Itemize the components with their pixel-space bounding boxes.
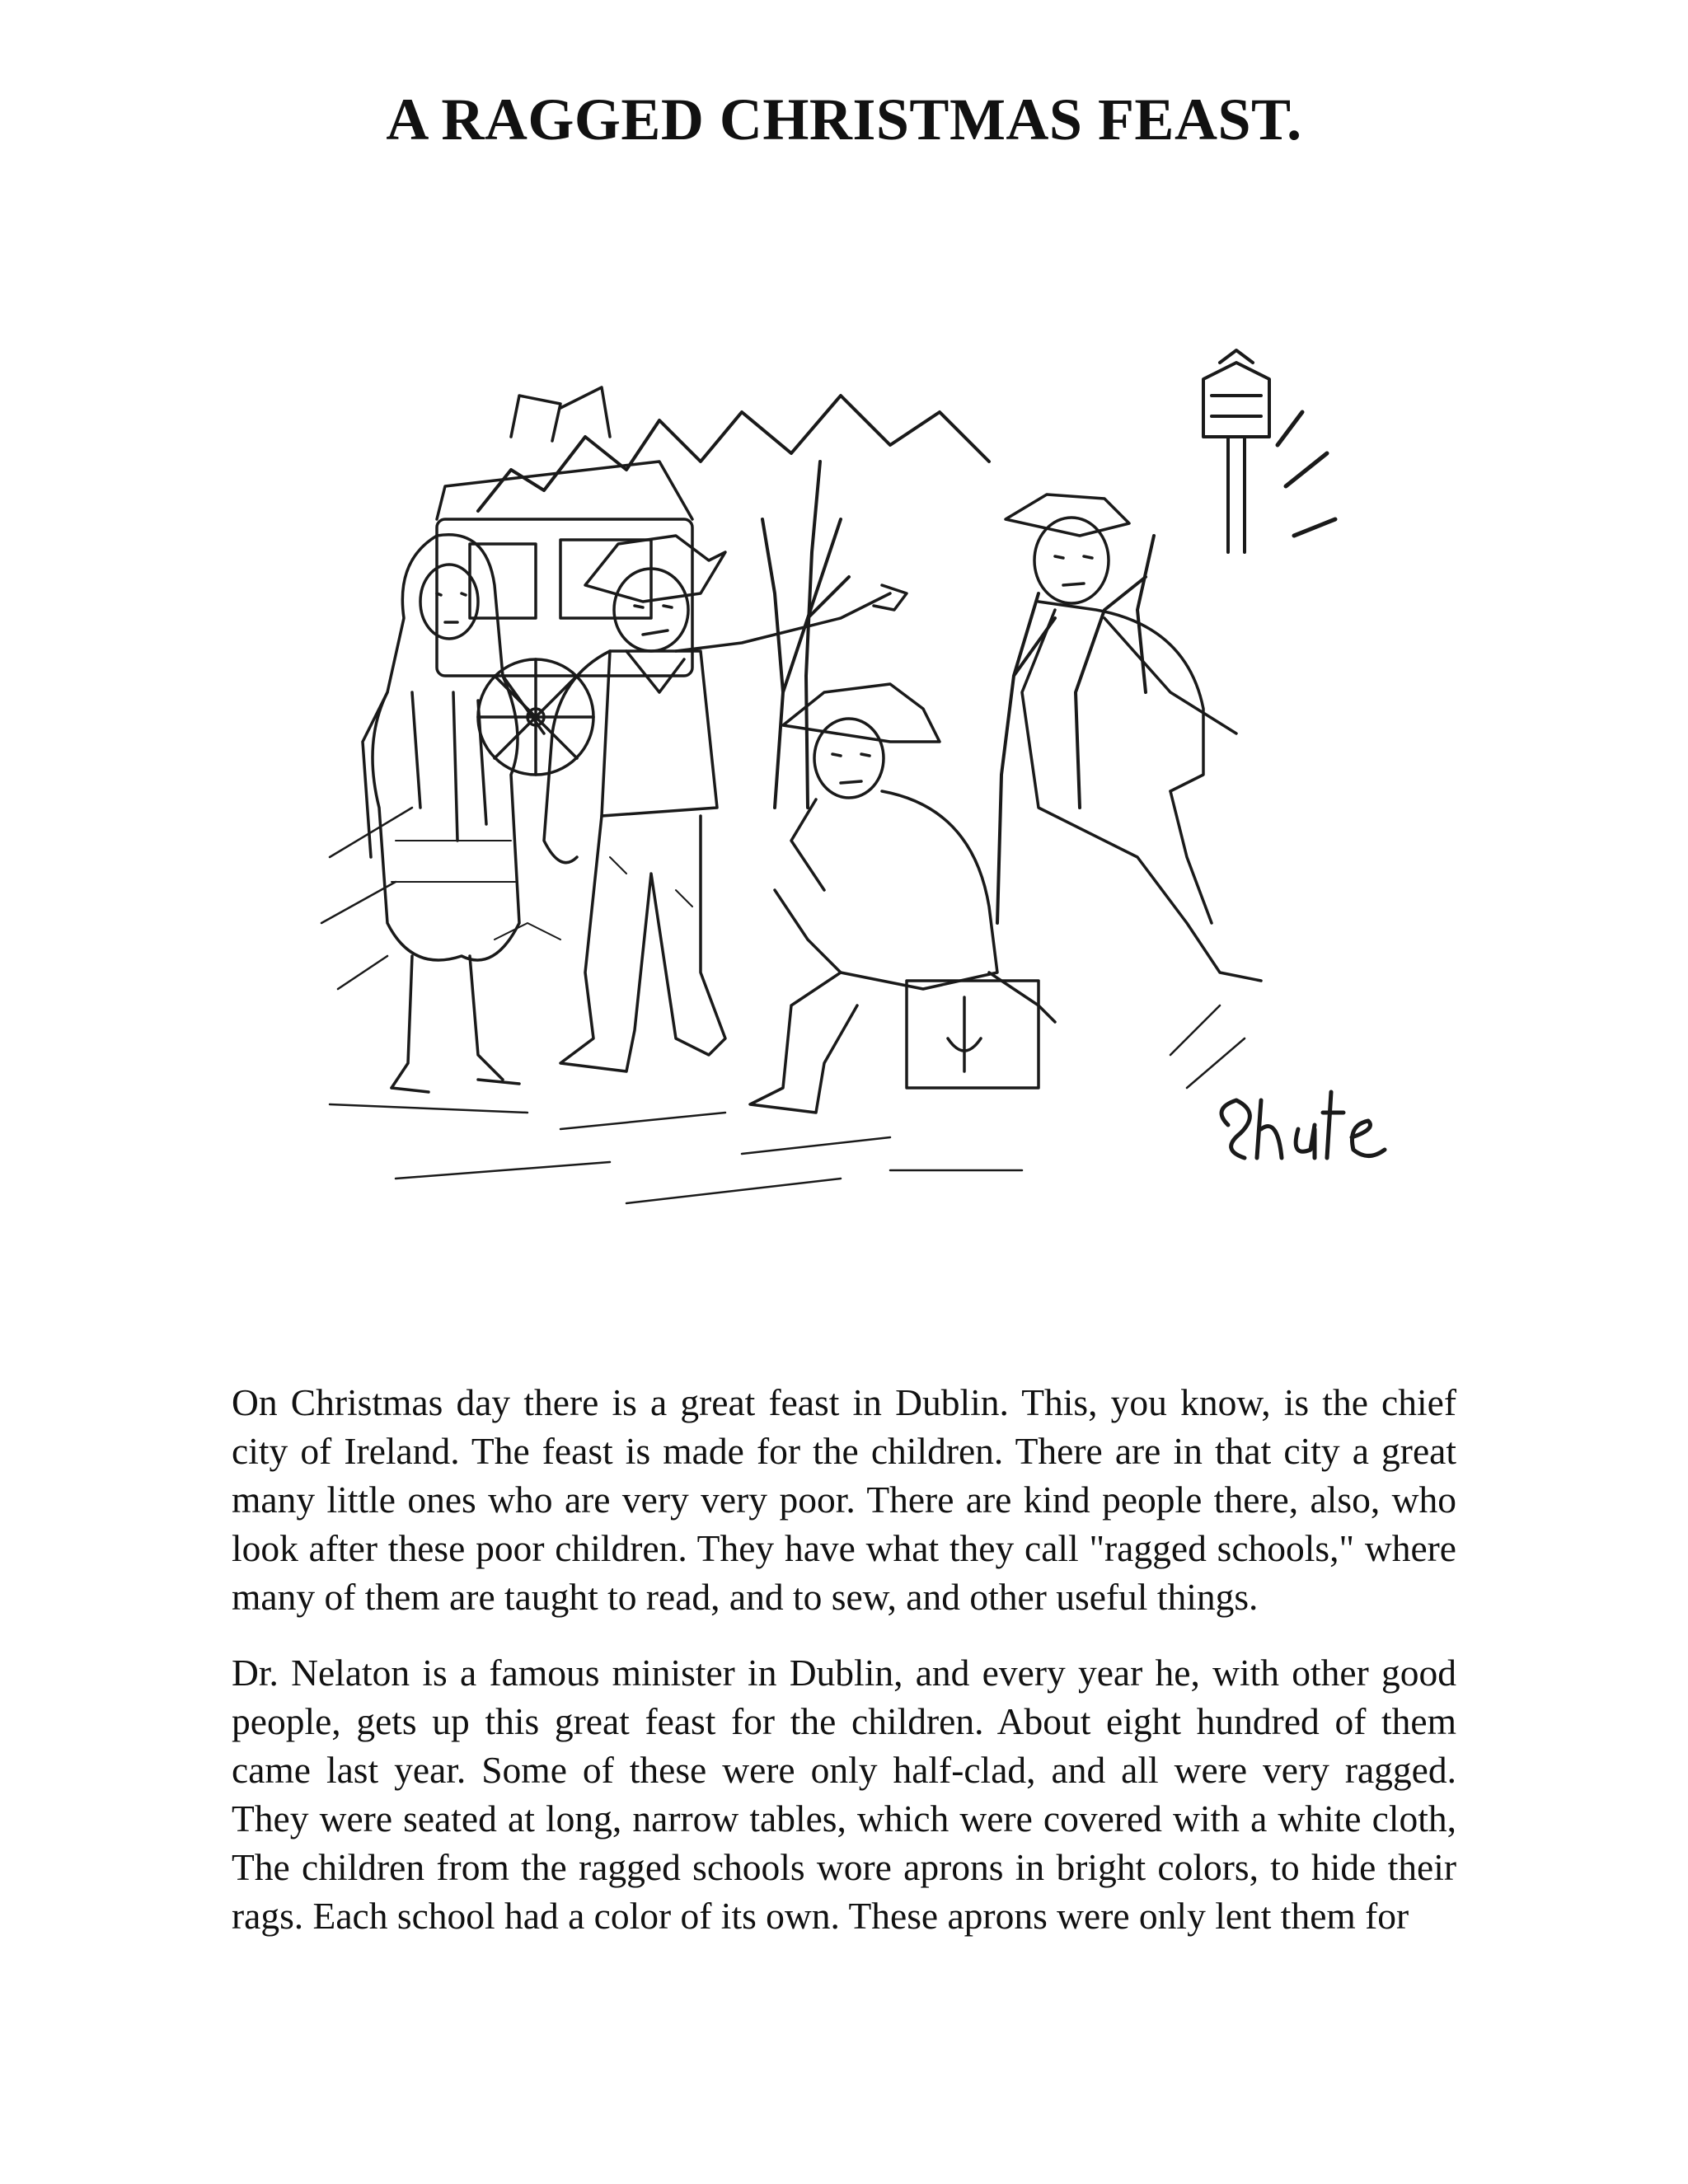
- paragraph-2: Dr. Nelaton is a famous minister in Dublin, and every year he, with other good people, gets up this great feast for the children. About eight hundred of them came last year. Some of these were only half-clad, and all were very ragged. They were seated at long, narrow tables, which were covered with a white cloth, The children from the ragged schools wore aprons in bright colors, to hide their rags. Each school had a color of its own. These aprons were only lent them for: [232, 1652, 1456, 1937]
- paragraph-1: On Christmas day there is a great feast in Dublin. This, you know, is the chief city of Ireland. The feast is made for the children. There are in that city a great many little ones who are very very poor. There are kind people there, also, who look after these poor children. They have what they call "ragged schools," where many of them are taught to read, and to sew, and other useful things.: [232, 1381, 1456, 1618]
- page-title: A RAGGED CHRISTMAS FEAST.: [386, 87, 1302, 152]
- artist-signature: [1221, 1092, 1385, 1158]
- street-children-illustration: [313, 346, 1393, 1261]
- article-body: [232, 1378, 1456, 1967]
- leaning-boy-figure: [1006, 494, 1261, 981]
- pointing-boy-figure: [544, 536, 907, 1071]
- seated-boy-figure: [750, 684, 1055, 1113]
- street-lamp: [1203, 350, 1269, 552]
- ground-shading: [321, 808, 1245, 1203]
- carriage: [437, 387, 692, 775]
- bare-trees: [478, 396, 1335, 923]
